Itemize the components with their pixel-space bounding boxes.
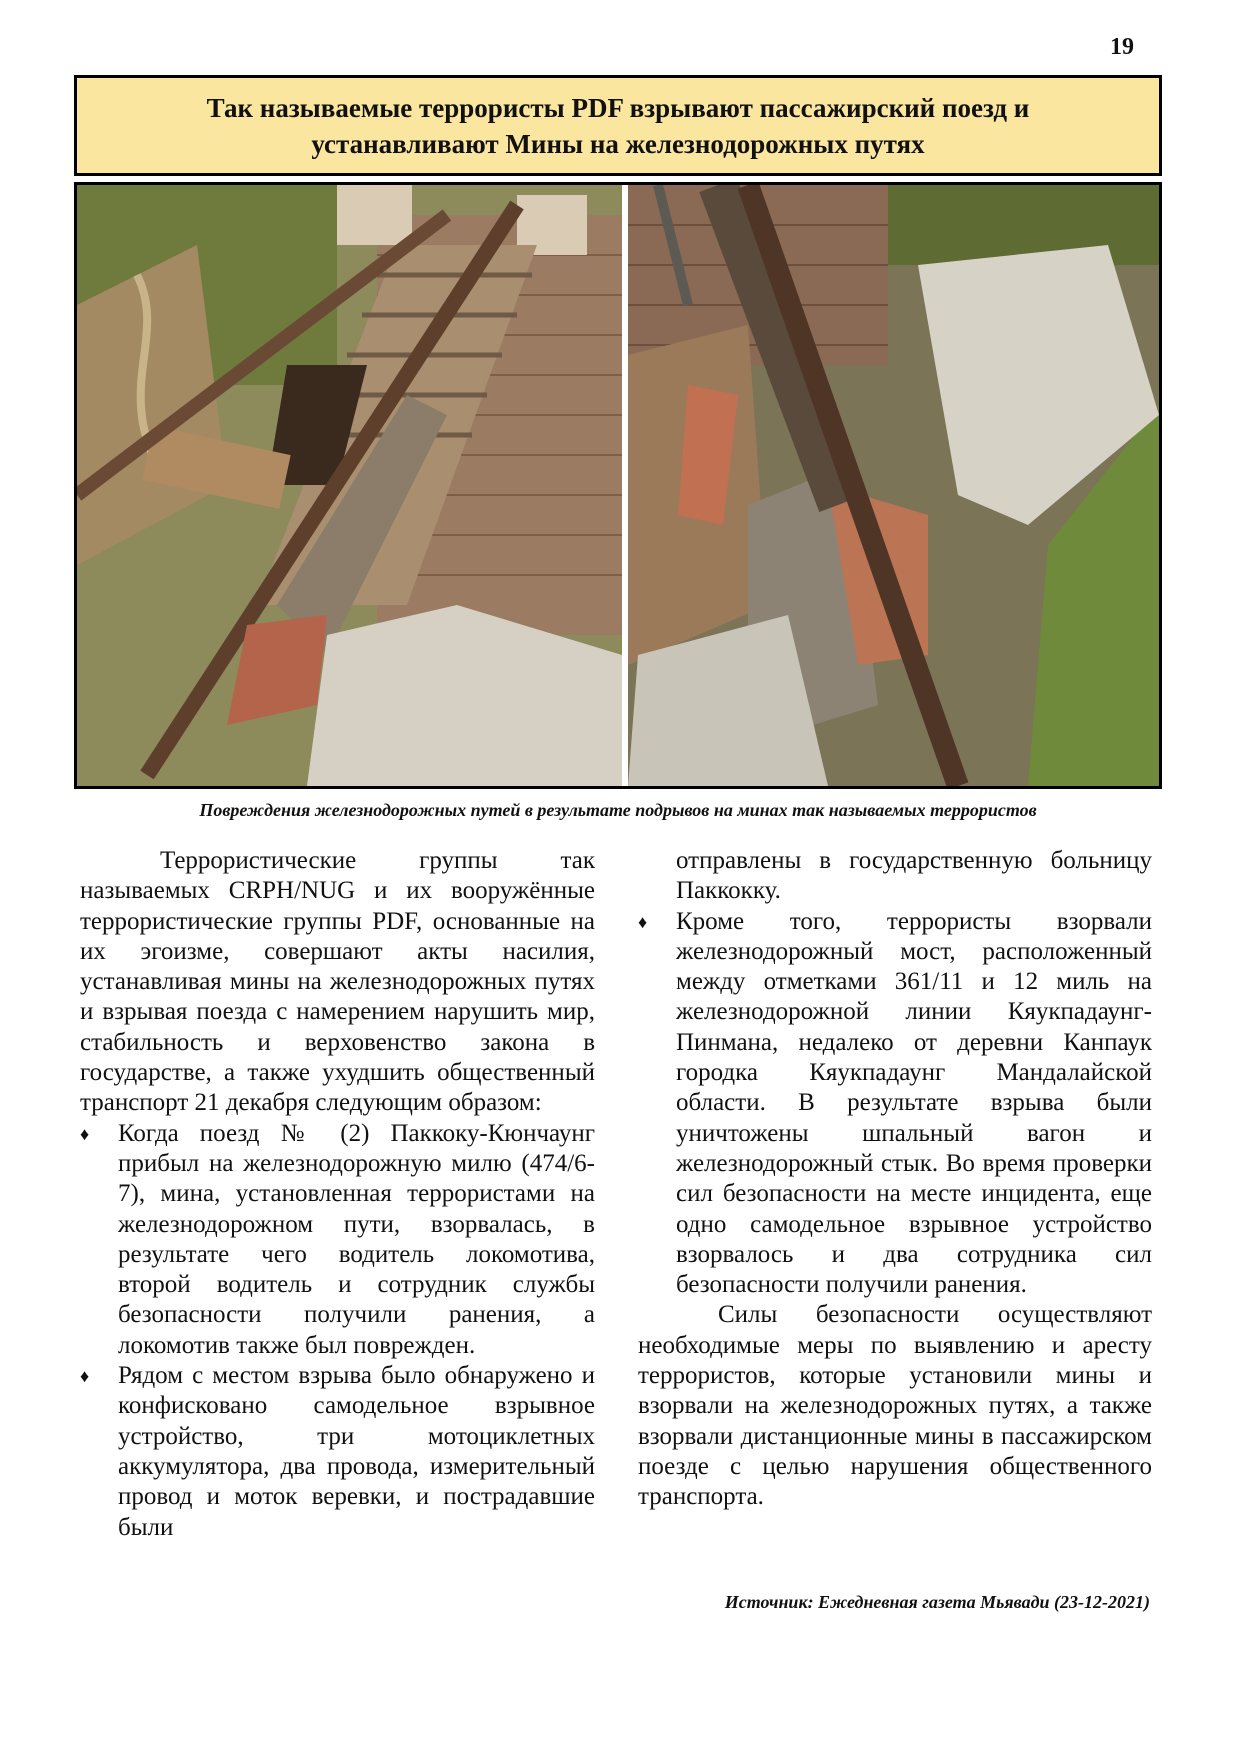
photo-caption: Повреждения железнодорожных путей в результате подрывов на минах так называемых террористов <box>199 800 1037 820</box>
bullet-text: Кроме того, террористы взорвали железнодорожный мост, расположенный между отметками 361/11 и 12 миль на железнодорожной линии Кяукпадаунг-Пинмана, недалеко от деревни Канпаук городка Кяукпадаунг Мандалайской области. В результате взрыва были уничтожены шпальный вагон и железнодорожный стык. Во время проверки сил безопасности на месте инцидента, еще одно самодельное взрывное устройство взорвалось и два сотрудника сил безопасности получили ранения. <box>676 907 1152 1299</box>
damaged-bridge-photo <box>77 185 628 786</box>
title-box <box>74 75 1162 176</box>
continuation-text: отправлены в государственную больницу Паккокку. <box>676 847 1152 905</box>
source-citation: Источник: Ежедневная газета Мьявади (23-12-2021) <box>724 1592 1150 1612</box>
page-number: 19 <box>1110 34 1134 60</box>
bullet-item-device-found <box>80 1361 595 1543</box>
damaged-rail-photo <box>628 185 1159 786</box>
photo-panel <box>74 182 1162 789</box>
bullet-text: Когда поезд № (2) Паккоку-Кюнчаунг прибыл на железнодорожную милю (474/6-7), мина, установленная террористами на железнодорожном пути, взорвалась, в результате чего водитель локомотива, второй водитель и сотрудник службы безопасности получили ранения, а локомотив также был поврежден. <box>118 1119 595 1359</box>
bullet-text: Рядом с местом взрыва было обнаружено и конфисковано самодельное взрывное устройство, три мотоциклетных аккумулятора, два провода, измерительный провод и моток веревки, и пострадавшие были <box>118 1362 595 1541</box>
damaged-bridge-image <box>77 185 622 786</box>
bullet-continuation <box>638 846 1152 907</box>
diamond-bullet-icon: ♦ <box>80 1123 90 1144</box>
right-column <box>638 846 1152 1513</box>
diamond-bullet-icon: ♦ <box>638 911 648 932</box>
left-column <box>80 846 595 1543</box>
intro-paragraph: Террористические группы так называемых CRPH/NUG и их вооружённые террористические группы PDF, основанные на их эгоизме, совершают акты насилия, устанавливая мины на железнодорожных путях и взрывая поезда с намерением нарушить мир, стабильность и верховенство закона в государстве, а также ухудшить общественный транспорт 21 декабря следующим образом: <box>80 847 595 1117</box>
bullet-item-bridge-explosion <box>638 907 1152 1301</box>
bullet-item-train-explosion <box>80 1119 595 1361</box>
diamond-bullet-icon: ♦ <box>80 1366 90 1387</box>
damaged-rail-image <box>628 185 1159 786</box>
closing-paragraph: Силы безопасности осуществляют необходимые меры по выявлению и аресту террористов, которые установили мины и взорвали на железнодорожных путях, а также взорвали дистанционные мины в пассажирском поезде с целью нарушения общественного транспорта. <box>638 1301 1152 1511</box>
article-title: Так называемые террористы PDF взрывают пассажирский поезд и устанавливают Мины на железнодорожных путях <box>206 92 1030 159</box>
